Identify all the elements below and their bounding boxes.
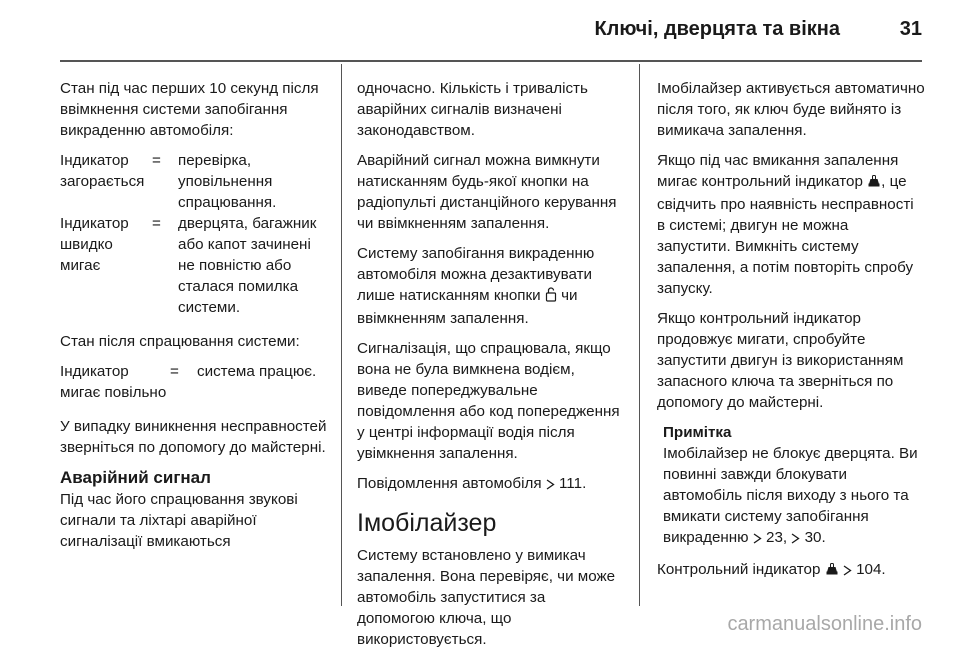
status-row-1 [60,150,330,213]
paragraph: Систему запобігання викраденню автомобіля можна дезактивувати лише натисканням кнопки чи ввімкненням запалення. [357,245,595,327]
column-2 [357,78,621,659]
equals-sign: = [152,152,161,169]
paragraph: Повідомлення автомобіля 111. [357,473,621,496]
immobilizer-indicator-icon [867,173,881,194]
paragraph: Якщо під час вмикання запалення мигає контрольний індикатор , це свідчить про наявність несправності в системі; двигун не можна запустити. Вимкніть систему запалення, а потім повторіть спробу запуску. [657,152,914,297]
status-description: перевірка, уповільнення спрацювання. [178,152,277,211]
column-1 [60,78,330,561]
paragraph: Якщо контрольний індикатор продовжує мигати, спробуйте запустити двигун із використанням запасного ключа та зверніться по допомогу до майстерні. [657,310,904,411]
page-reference-icon [546,475,555,496]
immobilizer-heading: Імобілайзер [357,509,497,537]
paragraph: одночасно. Кількість і тривалість аварійних сигналів визначені законодавством. [357,80,588,139]
equals-sign: = [170,363,179,380]
column-3 [657,78,925,591]
fault-paragraph: У випадку виникнення несправностей зверніться по допомогу до майстерні. [60,418,327,456]
status-row-3 [60,361,330,403]
paragraph: Імобілайзер активується автоматично після того, як ключ буде вийнято із вимикача запалення. [657,80,925,139]
after-activation-title: Стан після спрацювання системи: [60,333,300,350]
header-title: Ключі, дверцята та вікна [594,18,840,40]
column-divider-2 [639,64,640,606]
paragraph: Сигналізація, що спрацювала, якщо вона не була вимкнена водієм, виведе попереджувальне повідомлення або код попередження у центрі інформації водія після увімкнення запалення. [357,340,620,462]
header-rule [60,60,922,62]
paragraph: Аварійний сигнал можна вимкнути натисканням будь-якої кнопки на радіопульті дистанційного керування чи ввімкненням запалення. [357,152,617,232]
status-term: Індикатор швидко мигає [60,215,129,274]
note-text: Імобілайзер не блокує дверцята. Ви повинні завжди блокувати автомобіль після виходу з нього та вмикати систему запобігання викраденню 23, 30. [663,443,925,550]
status-term: Індикатор мигає повільно [60,363,167,401]
column-divider-1 [341,64,342,606]
page-number: 31 [899,18,922,40]
status-row-2 [60,213,330,318]
page-reference-icon [843,561,852,582]
page-reference-icon [791,529,800,550]
intro-paragraph: Стан під час перших 10 секунд після ввімкнення системи запобігання викраденню автомобіля: [60,80,319,139]
car-unlock-icon [545,287,557,308]
paragraph: Систему встановлено у вимикач запалення. Вона перевіряє, чи може автомобіль запуститися за допомогою ключа, що використовується. [357,547,616,648]
status-description: дверцята, багажник або капот зачинені не повністю або сталася помилка системи. [178,215,317,316]
immobilizer-indicator-icon [825,561,839,582]
status-term: Індикатор загорається [60,152,145,190]
note-box [663,422,925,550]
status-description: система працює. [197,363,317,380]
note-title: Примітка [663,424,732,441]
page-reference-icon [753,529,762,550]
watermark: carmanualsonline.info [727,613,922,635]
alarm-heading: Аварійний сигнал [60,468,211,487]
equals-sign: = [152,215,161,232]
paragraph: Контрольний індикатор 104. [657,559,925,582]
alarm-paragraph: Під час його спрацювання звукові сигнали та ліхтарі аварійної сигналізації вмикаються [60,491,298,550]
